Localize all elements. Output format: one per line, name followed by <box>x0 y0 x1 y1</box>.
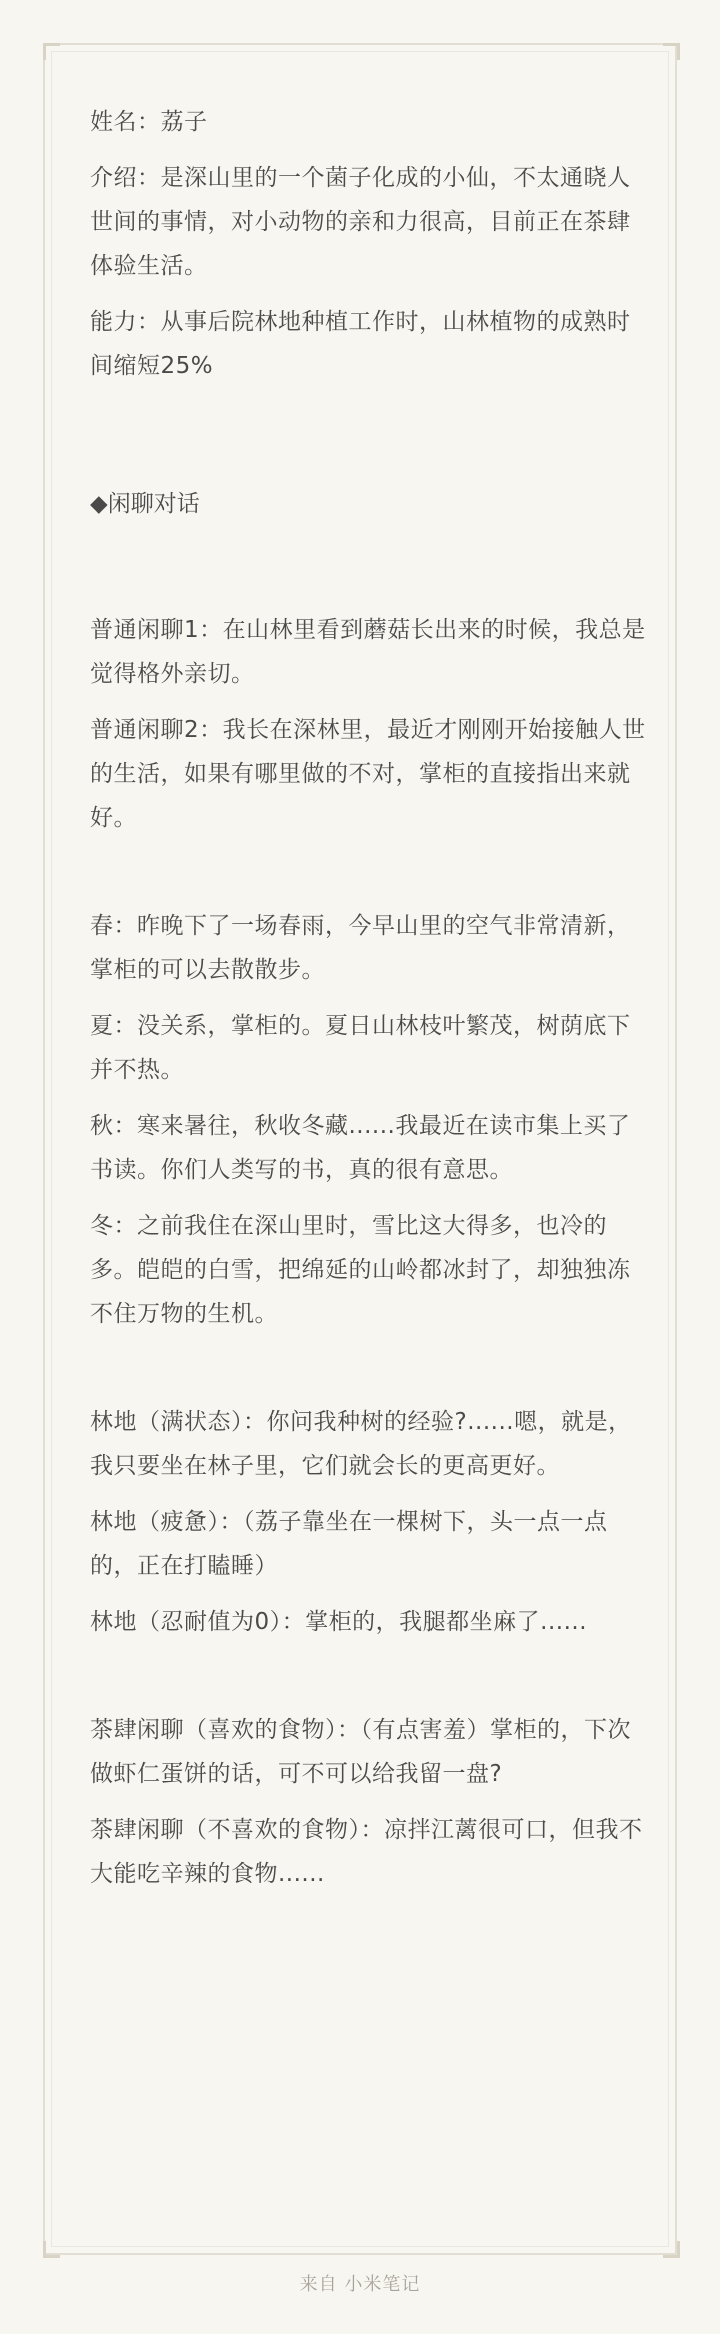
forest-full: 林地（满状态）：你问我种树的经验?......嗯，就是，我只要坐在林子里，它们就会长的更高更好。 <box>90 1409 632 1479</box>
frame-corner-ornament <box>43 2241 60 2258</box>
teahouse-dislike: 茶肆闲聊（不喜欢的食物）：凉拌江蓠很可口，但我不大能吃辛辣的食物...... <box>90 1817 643 1887</box>
forest-zero: 林地（忍耐值为0）：掌柜的，我腿都坐麻了...... <box>90 1609 587 1635</box>
season-spring: 春：昨晚下了一场春雨，今早山里的空气非常清新，掌柜的可以去散散步。 <box>90 913 631 983</box>
season-winter: 冬：之前我住在深山里时，雪比这大得多，也冷的多。皑皑的白雪，把绵延的山岭都冰封了，却独独冻不住万物的生机。 <box>90 1213 631 1327</box>
profile-ability: 能力：从事后院林地种植工作时，山林植物的成熟时间缩短25% <box>90 309 631 379</box>
spacer <box>90 852 650 904</box>
frame-corner-ornament <box>663 2241 680 2258</box>
forest-tired: 林地（疲惫）：（荔子靠坐在一棵树下，头一点一点的，正在打瞌睡） <box>90 1509 608 1579</box>
season-autumn: 秋：寒来暑往，秋收冬藏......我最近在读市集上买了书读。你们人类写的书，真的很有意思。 <box>90 1113 631 1183</box>
casual-chat-2: 普通闲聊2：我长在深林里，最近才刚刚开始接触人世的生活，如果有哪里做的不对，掌柜的直接指出来就好。 <box>90 717 646 831</box>
spacer <box>90 400 650 482</box>
frame-corner-ornament <box>663 43 680 60</box>
spacer <box>90 1348 650 1400</box>
profile-name: 姓名：荔子 <box>90 109 208 135</box>
season-summer: 夏：没关系，掌柜的。夏日山林枝叶繁茂，树荫底下并不热。 <box>90 1013 631 1083</box>
spacer <box>90 526 650 608</box>
source-footer: 来自 小米笔记 <box>299 2274 421 2295</box>
note-content <box>90 100 650 1908</box>
frame-corner-ornament <box>43 43 60 60</box>
casual-chat-1: 普通闲聊1：在山林里看到蘑菇长出来的时候，我总是觉得格外亲切。 <box>90 617 646 687</box>
teahouse-like: 茶肆闲聊（喜欢的食物）：（有点害羞）掌柜的，下次做虾仁蛋饼的话，可不可以给我留一盘? <box>90 1717 631 1787</box>
section-title: ◆闲聊对话 <box>90 491 200 517</box>
profile-intro: 介绍：是深山里的一个菌子化成的小仙，不太通晓人世间的事情，对小动物的亲和力很高，目前正在茶肆体验生活。 <box>90 165 631 279</box>
spacer <box>90 1656 650 1708</box>
